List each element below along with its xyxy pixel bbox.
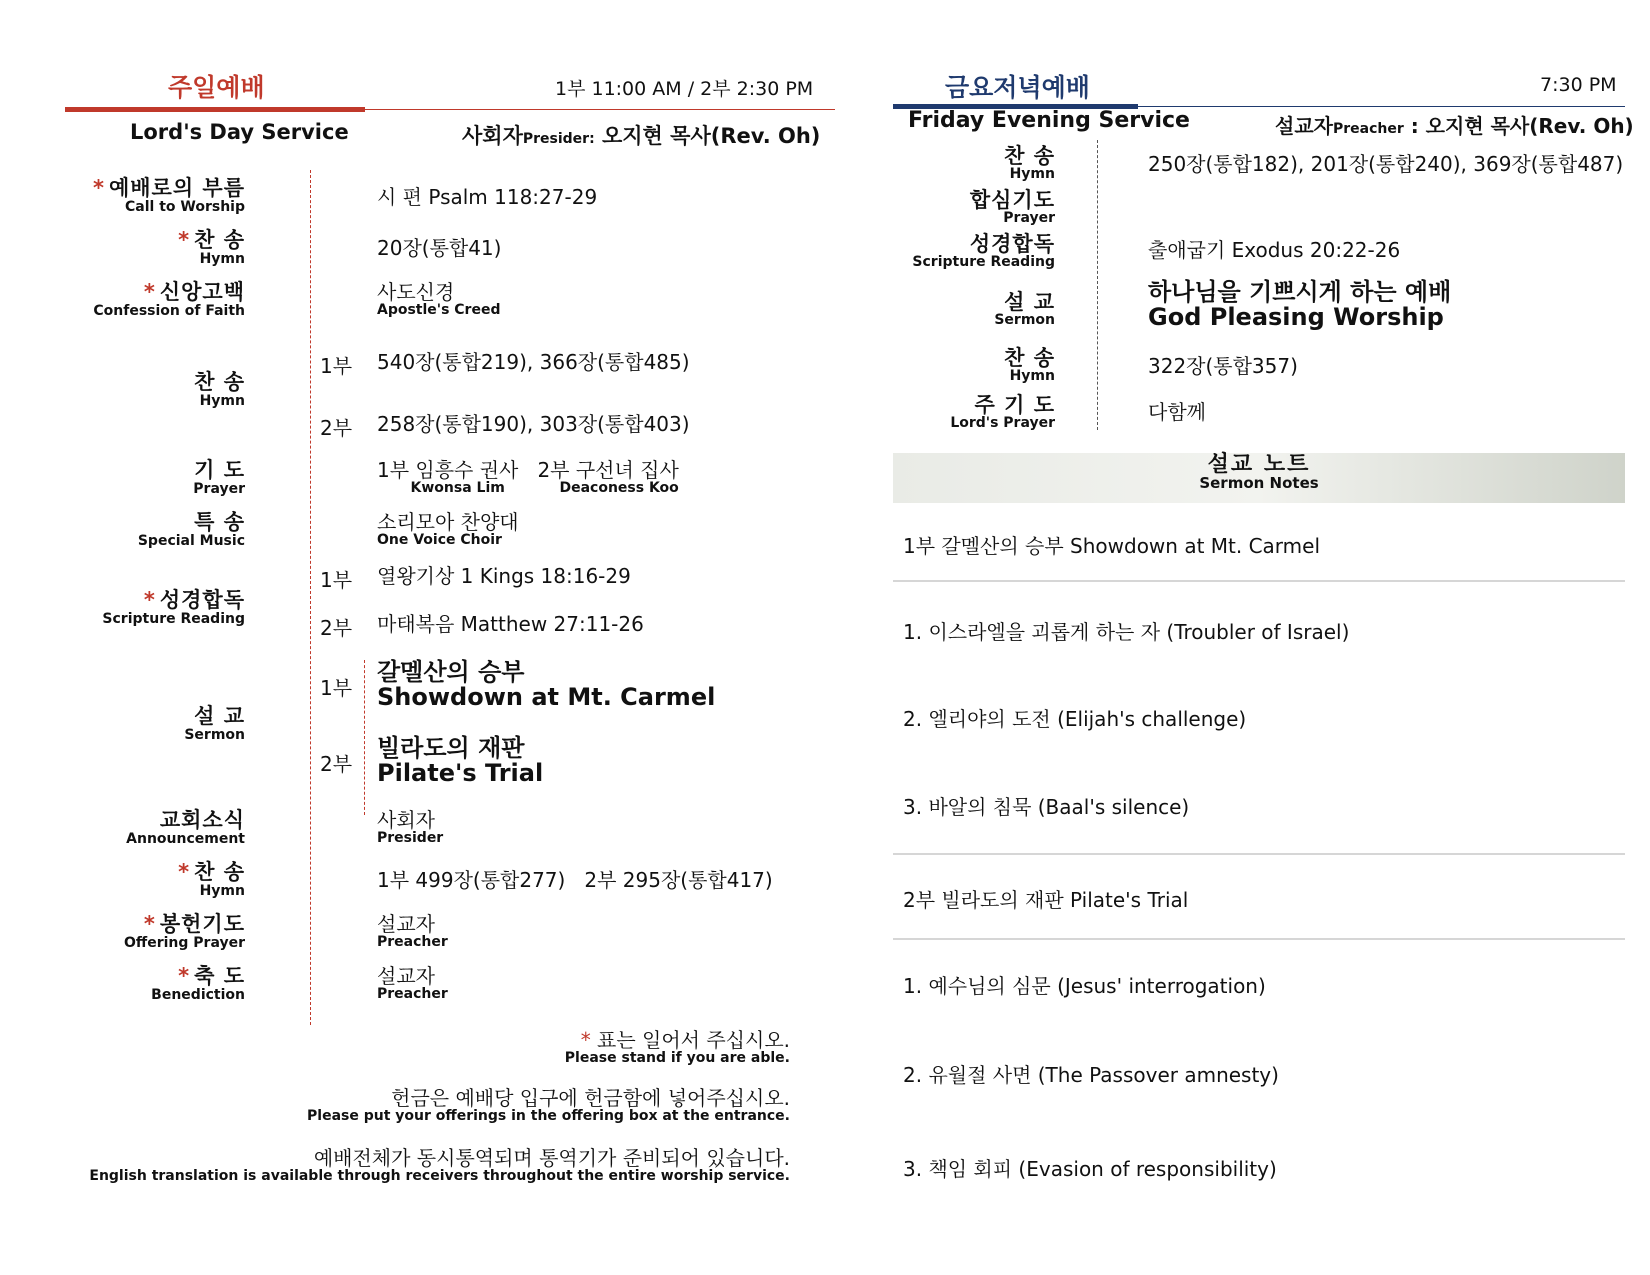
friday-column-divider xyxy=(1097,140,1098,430)
part-1-label: 1부 xyxy=(320,354,353,378)
value-hymn-3: 1부 499장(통합277) 2부 295장(통합417) xyxy=(377,868,773,892)
label-call-to-worship: * 예배로의 부름 Call to Worship xyxy=(92,176,245,215)
label-hymn-2: 찬 송 Hymn xyxy=(194,370,245,409)
value-scripture-part1: 열왕기상 1 Kings 18:16-29 xyxy=(377,564,631,588)
value-announcement: 사회자 Presider xyxy=(377,808,444,846)
label-benediction: * 축 도 Benediction xyxy=(151,964,245,1003)
label-announcement: 교회소식 Announcement xyxy=(126,808,245,847)
sermon-notes-title: 설교 노트 Sermon Notes xyxy=(1199,452,1319,492)
sunday-title-rule-thin xyxy=(365,109,835,110)
value-sermon-part1: 갈멜산의 승부 Showdown at Mt. Carmel xyxy=(377,658,716,712)
sunday-title: 주일예배 xyxy=(168,73,265,102)
friday-value-lords-prayer: 다함께 xyxy=(1148,400,1206,424)
sunday-title-rule xyxy=(65,107,365,112)
note-item: 3. 책임 회피 (Evasion of responsibility) xyxy=(903,1157,1277,1181)
scripture-part2-label: 2부 xyxy=(320,616,353,640)
value-call-to-worship: 시 편 Psalm 118:27-29 xyxy=(377,185,598,209)
friday-time: 7:30 PM xyxy=(1540,74,1617,96)
label-sermon: 설 교 Sermon xyxy=(184,704,245,743)
label-offering-prayer: * 봉헌기도 Offering Prayer xyxy=(123,912,245,951)
value-hymn-2-part1: 540장(통합219), 366장(통합485) xyxy=(377,350,690,374)
value-hymn-2-part2: 258장(통합190), 303장(통합403) xyxy=(377,412,690,436)
label-hymn-1: * 찬 송 Hymn xyxy=(178,228,245,267)
scripture-part1-label: 1부 xyxy=(320,568,353,592)
note-translation: 예배전체가 동시통역되며 통역기가 준비되어 있습니다. English translation is available through receivers throughout the entire worship service. xyxy=(89,1146,790,1184)
friday-label-prayer: 합심기도 Prayer xyxy=(969,188,1055,226)
note-offering: 헌금은 예배당 입구에 헌금함에 넣어주십시오. Please put your offerings in the offering box at the entrance. xyxy=(307,1086,790,1124)
value-prayer: 1부 임흥수 권사 Kwonsa Lim 2부 구선녀 집사 Deaconess Koo xyxy=(377,458,679,496)
friday-value-sermon: 하나님을 기쁘시게 하는 예배 God Pleasing Worship xyxy=(1148,278,1452,332)
note-stand: * 표는 일어서 주십시오. Please stand if you are able. xyxy=(564,1028,790,1066)
value-confession: 사도신경 Apostle's Creed xyxy=(377,280,501,318)
sermon-part2-label: 2부 xyxy=(320,752,353,776)
friday-label-hymn-2: 찬 송 Hymn xyxy=(1004,346,1055,384)
friday-preacher: 설교자Preacher : 오지현 목사(Rev. Oh) xyxy=(1275,114,1634,138)
presider-label: Presider: xyxy=(522,131,595,147)
sermon-part1-label: 1부 xyxy=(320,676,353,700)
note-item: 3. 바알의 침묵 (Baal's silence) xyxy=(903,795,1190,819)
friday-label-hymn-1: 찬 송 Hymn xyxy=(1004,144,1055,182)
stand-marker: * xyxy=(92,176,105,200)
note-item: 2부 빌라도의 재판 Pilate's Trial xyxy=(903,888,1189,912)
friday-english-title: Friday Evening Service xyxy=(908,108,1190,133)
friday-value-scripture: 출애굽기 Exodus 20:22-26 xyxy=(1148,238,1401,262)
friday-title: 금요저녁예배 xyxy=(945,73,1090,102)
friday-title-rule-thin xyxy=(1138,106,1625,107)
note-item: 2. 엘리야의 도전 (Elijah's challenge) xyxy=(903,707,1247,731)
note-divider xyxy=(893,938,1625,940)
friday-label-scripture: 성경합독 Scripture Reading xyxy=(912,232,1055,270)
value-sermon-part2: 빌라도의 재판 Pilate's Trial xyxy=(377,734,544,788)
value-scripture-part2: 마태복음 Matthew 27:11-26 xyxy=(377,612,644,636)
part-2-label: 2부 xyxy=(320,416,353,440)
value-special-music: 소리모아 찬양대 One Voice Choir xyxy=(377,510,519,548)
friday-label-lords-prayer: 주 기 도 Lord's Prayer xyxy=(950,393,1055,431)
note-divider xyxy=(893,853,1625,855)
sunday-column-divider xyxy=(310,170,311,1025)
friday-value-hymn-1: 250장(통합182), 201장(통합240), 369장(통합487) xyxy=(1148,152,1624,176)
label-confession: * 신앙고백 Confession of Faith xyxy=(93,280,245,319)
sunday-times: 1부 11:00 AM / 2부 2:30 PM xyxy=(555,78,814,100)
note-item: 2. 유월절 사면 (The Passover amnesty) xyxy=(903,1063,1279,1087)
friday-value-hymn-2: 322장(통합357) xyxy=(1148,354,1298,378)
presider-ko: 사회자 xyxy=(462,124,523,148)
sermon-divider xyxy=(364,660,365,815)
label-scripture: * 성경합독 Scripture Reading xyxy=(102,588,245,627)
label-special-music: 특 송 Special Music xyxy=(137,510,245,549)
value-benediction: 설교자 Preacher xyxy=(377,964,448,1002)
value-hymn-1: 20장(통합41) xyxy=(377,236,502,260)
sunday-presider xyxy=(462,120,820,150)
note-item: 1. 이스라엘을 괴롭게 하는 자 (Troubler of Israel) xyxy=(903,620,1350,644)
note-item: 1. 예수님의 심문 (Jesus' interrogation) xyxy=(903,974,1266,998)
presider-name: 오지현 목사(Rev. Oh) xyxy=(601,124,821,148)
note-divider xyxy=(893,580,1625,582)
friday-label-sermon: 설 교 Sermon xyxy=(994,290,1055,328)
sunday-english-title: Lord's Day Service xyxy=(130,120,349,144)
label-prayer: 기 도 Prayer xyxy=(193,458,245,497)
label-hymn-3: * 찬 송 Hymn xyxy=(178,860,245,899)
note-item: 1부 갈멜산의 승부 Showdown at Mt. Carmel xyxy=(903,534,1321,558)
value-offering-prayer: 설교자 Preacher xyxy=(377,912,448,950)
